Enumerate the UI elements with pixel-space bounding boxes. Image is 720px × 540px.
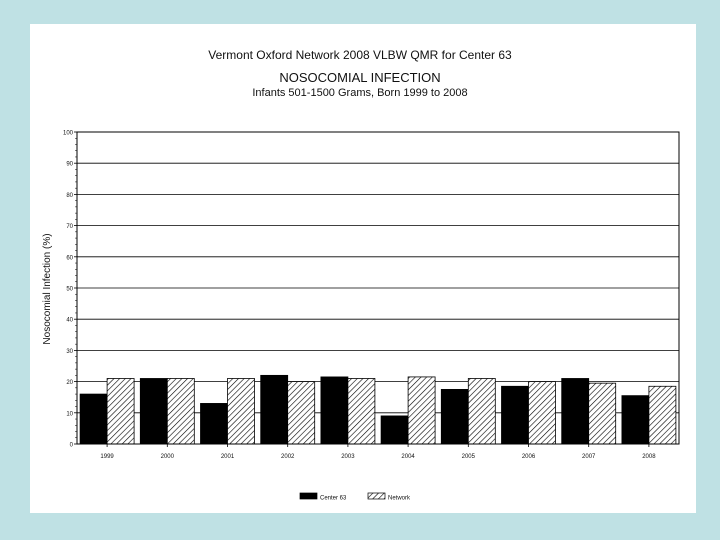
y-tick-label: 100 <box>62 130 73 137</box>
x-tick-label: 2002 <box>281 454 295 460</box>
y-tick-label: 60 <box>66 255 73 262</box>
y-axis-label: Nosocomial Infection (%) <box>42 233 53 345</box>
x-tick-label: 2003 <box>341 454 355 460</box>
x-tick-label: 2004 <box>401 454 415 460</box>
y-axis-ticks <box>63 131 77 449</box>
y-tick-label: 20 <box>66 380 73 387</box>
y-tick-label: 70 <box>66 224 73 231</box>
chart-title: Vermont Oxford Network 2008 VLBW QMR for Center 63 <box>208 48 512 62</box>
x-axis-ticks <box>100 444 656 460</box>
chart-subtitle-2: Infants 501-1500 Grams, Born 1999 to 2008 <box>252 87 468 99</box>
bar-network <box>649 386 676 444</box>
bar-center-63 <box>441 389 468 444</box>
chart-subtitle: NOSOCOMIAL INFECTION <box>279 70 441 85</box>
bar-center-63 <box>80 394 107 444</box>
bar-network <box>529 382 556 444</box>
bar-center-63 <box>622 396 649 444</box>
x-tick-label: 2001 <box>220 454 235 460</box>
x-tick-label: 2008 <box>642 454 656 460</box>
x-tick-label: 1999 <box>100 454 114 460</box>
legend-swatch <box>368 493 385 499</box>
x-tick-label: 2005 <box>461 454 475 460</box>
bar-center-63 <box>562 378 589 444</box>
bar-center-63 <box>321 377 348 444</box>
grid-lines <box>77 163 679 413</box>
bar-center-63 <box>201 403 228 444</box>
bar-center-63 <box>261 375 288 444</box>
bar-network <box>408 377 435 444</box>
y-tick-label: 90 <box>66 161 73 168</box>
y-tick-label: 80 <box>66 192 73 199</box>
bar-network <box>288 382 315 444</box>
bars-group <box>80 375 676 444</box>
bar-network <box>468 378 495 444</box>
bar-center-63 <box>381 416 408 444</box>
bar-network <box>228 378 255 444</box>
legend-label: Center 63 <box>320 495 347 502</box>
bar-network <box>589 383 616 444</box>
y-tick-label: 50 <box>66 286 73 293</box>
y-tick-label: 0 <box>69 442 73 449</box>
legend-swatch <box>300 493 317 499</box>
x-tick-label: 2000 <box>160 454 174 460</box>
bar-network <box>348 378 375 444</box>
x-tick-label: 2006 <box>521 454 536 460</box>
bar-network <box>167 378 194 444</box>
y-tick-label: 10 <box>66 411 73 418</box>
bar-network <box>107 378 134 444</box>
legend <box>300 493 411 502</box>
y-tick-label: 40 <box>66 317 73 324</box>
y-tick-label: 30 <box>66 348 73 355</box>
bar-center-63 <box>140 378 167 444</box>
legend-label: Network <box>388 495 411 502</box>
x-tick-label: 2007 <box>582 454 596 460</box>
bar-center-63 <box>502 386 529 444</box>
